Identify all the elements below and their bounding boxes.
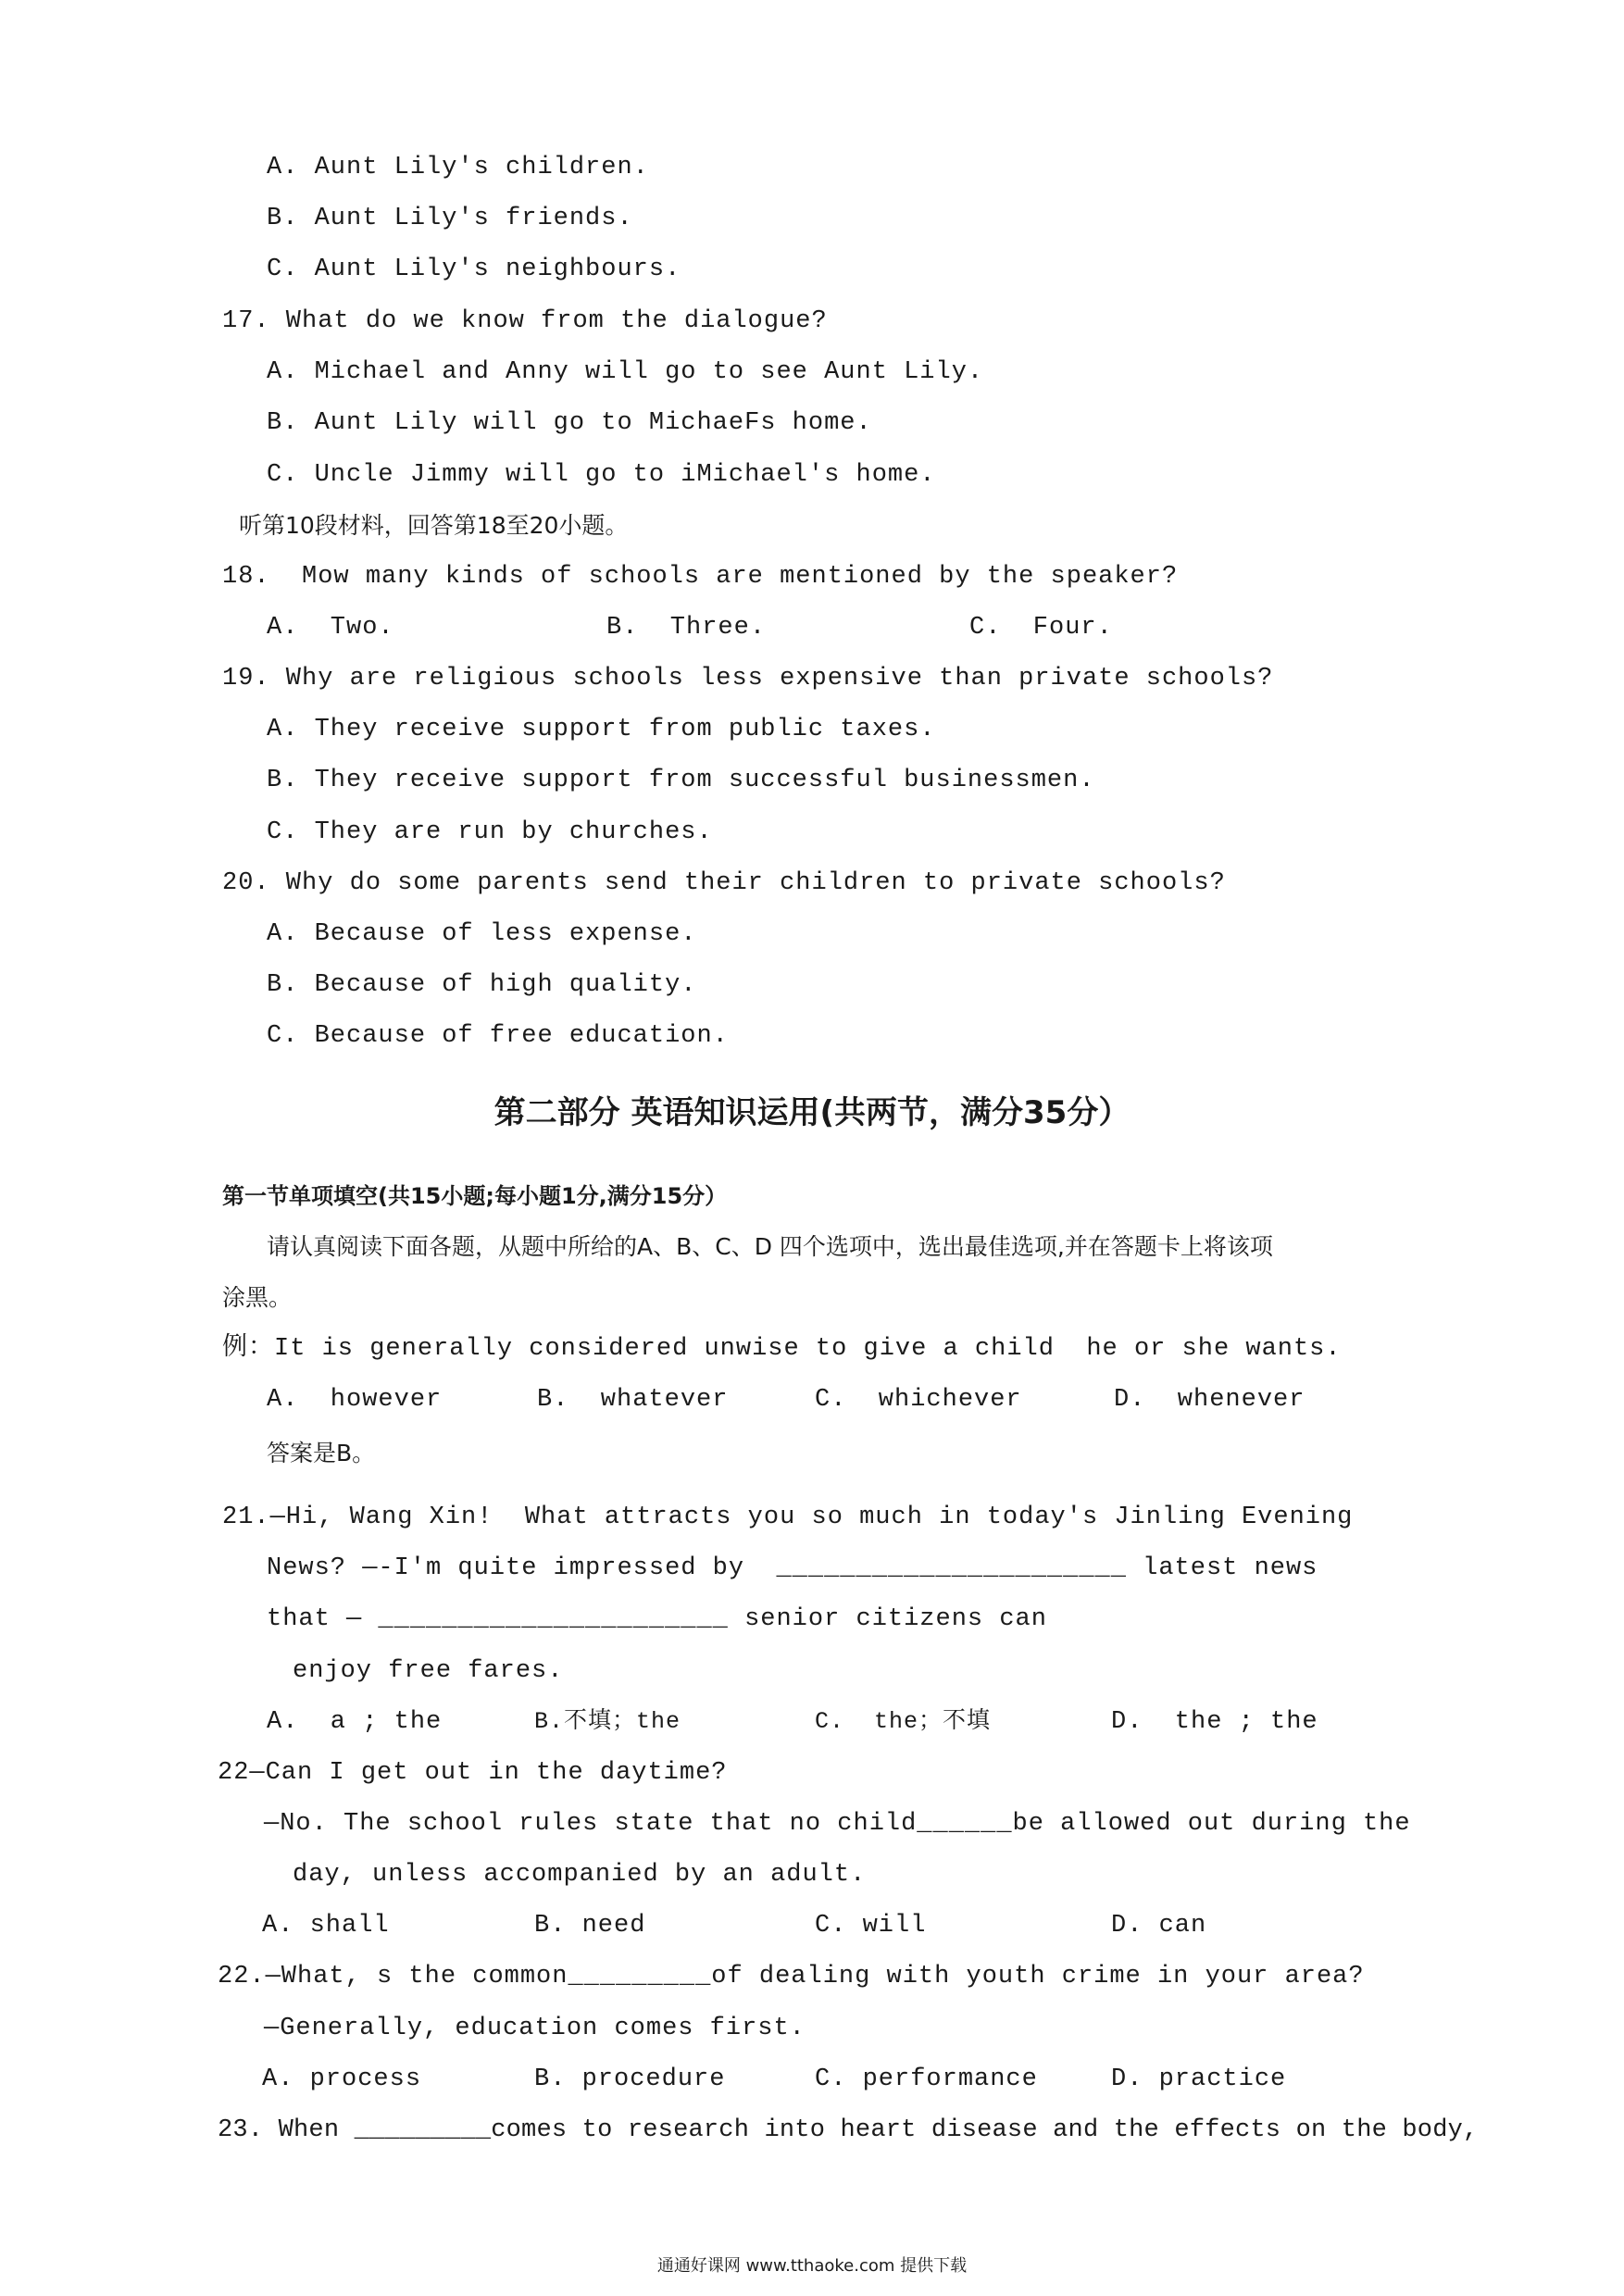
- example-option-d: D. whenever: [1114, 1386, 1305, 1414]
- q16-option-a: A. Aunt Lily's children.: [267, 154, 649, 181]
- q22a-option-d: D. can: [1111, 1912, 1207, 1940]
- q18-option-c: C. Four.: [969, 614, 1113, 642]
- q21-option-d: D. the ; the: [1111, 1708, 1318, 1736]
- q19-option-c: C. They are run by churches.: [267, 818, 713, 846]
- q21-line3: that — ______________________ senior citizens can: [267, 1605, 1047, 1633]
- q22a-option-b: B. need: [534, 1912, 646, 1940]
- instructions-line2: 涂黑。: [222, 1284, 293, 1311]
- q22a-option-c: C. will: [815, 1912, 927, 1940]
- q22b-option-c: C. performance: [815, 2065, 1038, 2093]
- q20-option-a: A. Because of less expense.: [267, 920, 697, 948]
- q17-option-c: C. Uncle Jimmy will go to iMichael's home.: [267, 461, 936, 489]
- q22b-option-d: D. practice: [1111, 2065, 1287, 2093]
- example-option-b: B. whatever: [537, 1386, 729, 1414]
- q22b-line1: 22.—What, s the common_________of dealing with youth crime in your area?: [218, 1963, 1365, 1990]
- q21-line2: News? —-I'm quite impressed by ______________________ latest news: [267, 1554, 1318, 1582]
- q21-option-a: A. a ; the: [267, 1708, 443, 1736]
- q22b-line2: —Generally, education comes first.: [264, 2015, 806, 2042]
- example-option-c: C. whichever: [815, 1386, 1022, 1414]
- q16-option-c: C. Aunt Lily's neighbours.: [267, 256, 681, 283]
- q22a-option-a: A. shall: [262, 1912, 390, 1940]
- part2-title: 第二部分 英语知识运用(共两节，满分35分）: [493, 1094, 1131, 1131]
- q20-stem: 20. Why do some parents send their children to private schools?: [222, 869, 1226, 897]
- q19-stem: 19. Why are religious schools less expensive than private schools?: [222, 665, 1274, 693]
- q22a-line3: day, unless accompanied by an adult.: [293, 1861, 867, 1889]
- part2-section1-title: 第一节单项填空(共15小题;每小题1分,满分15分）: [222, 1183, 728, 1209]
- q16-option-b: B. Aunt Lily's friends.: [267, 205, 633, 232]
- q18-option-a: A. Two.: [267, 614, 394, 642]
- q21-option-b: B.不填；the: [534, 1708, 681, 1735]
- q22a-line1: 22—Can I get out in the daytime?: [218, 1759, 728, 1787]
- example-answer: 答案是B。: [267, 1440, 376, 1466]
- q18-option-b: B. Three.: [606, 614, 767, 642]
- q20-option-b: B. Because of high quality.: [267, 971, 697, 999]
- q17-option-b: B. Aunt Lily will go to MichaeFs home.: [267, 409, 872, 437]
- q22a-line2: —No. The school rules state that no child______be allowed out during the: [264, 1810, 1411, 1838]
- q21-line1: 21.—Hi, Wang Xin! What attracts you so much in today's Jinling Evening: [222, 1504, 1354, 1531]
- q17-option-a: A. Michael and Anny will go to see Aunt Lily.: [267, 358, 984, 386]
- q23-line1: 23. When _________comes to research into heart disease and the effects on the body,: [218, 2116, 1479, 2144]
- q17-stem: 17. What do we know from the dialogue?: [222, 307, 828, 335]
- instructions-line1: 请认真阅读下面各题，从题中所给的A、B、C、D 四个选项中，选出最佳选项,并在答题卡上将该项: [267, 1233, 1273, 1260]
- q22b-option-a: A. process: [262, 2065, 422, 2093]
- q20-option-c: C. Because of free education.: [267, 1022, 729, 1050]
- q19-option-a: A. They receive support from public taxes.: [267, 716, 936, 743]
- example-option-a: A. however: [267, 1386, 443, 1414]
- section-note: 听第10段材料，回答第18至20小题。: [239, 512, 629, 539]
- example-stem: 例：It is generally considered unwise to give a child he or she wants.: [222, 1335, 1342, 1363]
- q21-option-c: C. the；不填: [815, 1708, 992, 1735]
- q21-line4: enjoy free fares.: [293, 1657, 564, 1685]
- q19-option-b: B. They receive support from successful businessmen.: [267, 767, 1095, 794]
- page-footer: 通通好课网 www.tthaoke.com 提供下载: [656, 2256, 968, 2276]
- q22b-option-b: B. procedure: [534, 2065, 726, 2093]
- q18-stem: 18. Mow many kinds of schools are mentioned by the speaker?: [222, 563, 1179, 591]
